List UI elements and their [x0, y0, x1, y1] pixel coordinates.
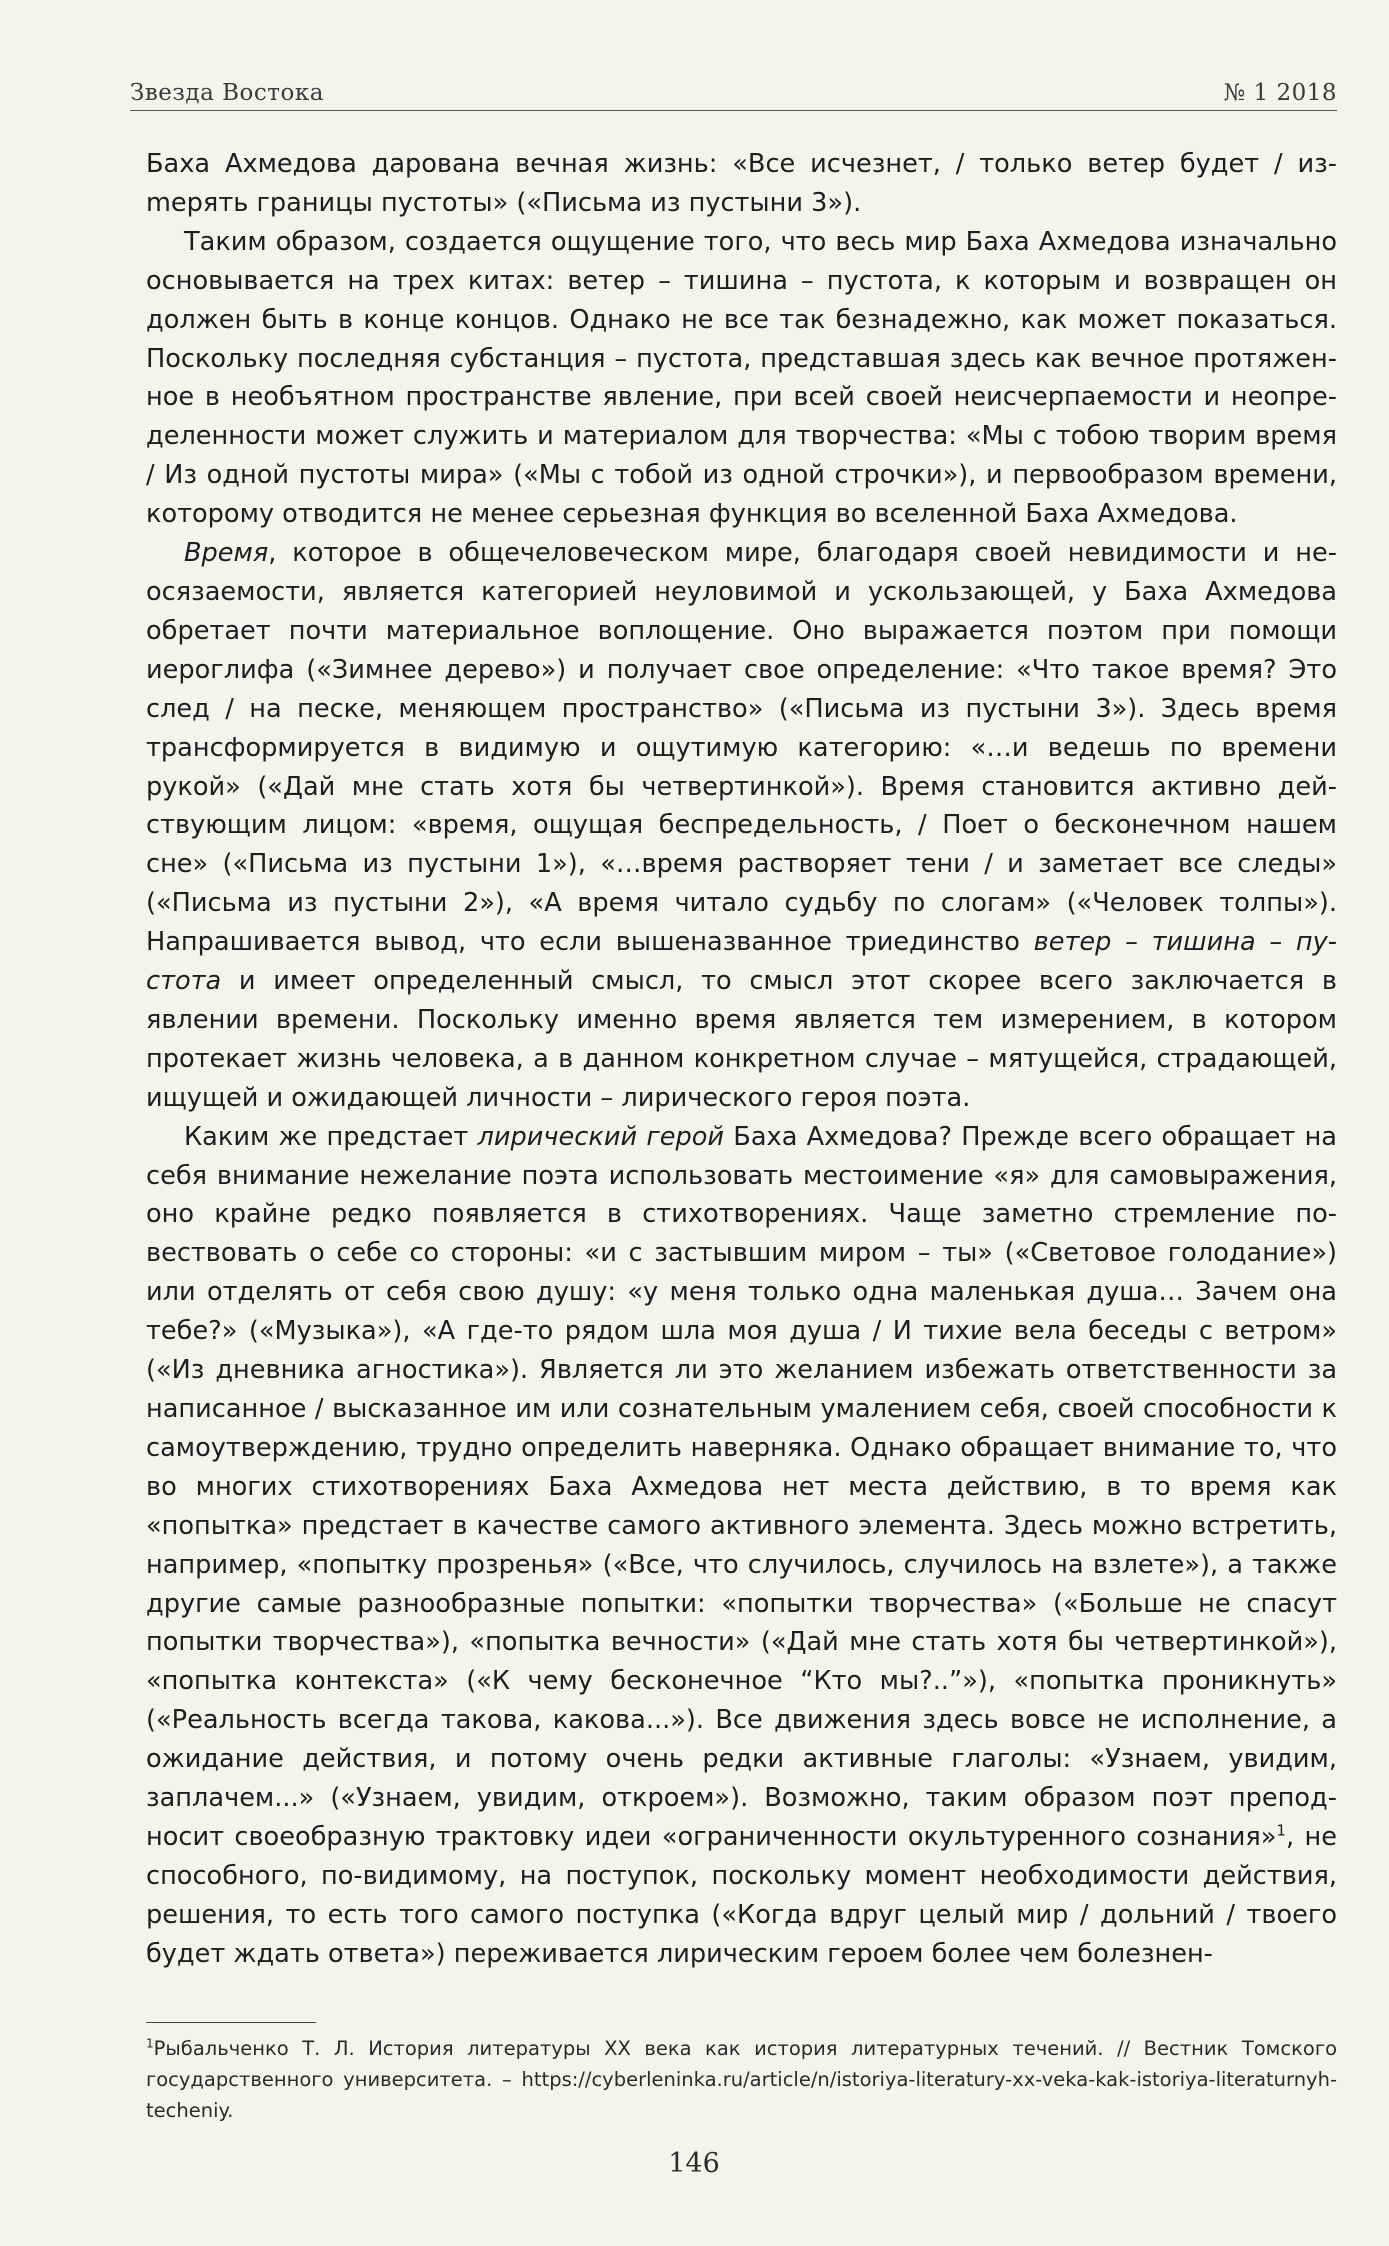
- issue-number: № 1 2018: [1223, 80, 1337, 106]
- footnote-ref: 1: [1276, 1821, 1286, 1840]
- paragraph-3: [146, 534, 1337, 1118]
- text-run: Баха Ахмедова? Прежде всего обращает на себя внимание нежелание поэта использовать местоимение «я» для самовыражения, оно крайне редко появляется в стихотворениях. Чаще заметно стремление повествовать о себе со стороны: «и с застывшим миром – ты» («Световое голодание») или отделять от себя свою душу: «у меня только одна маленькая душа… Зачем она тебе?» («Музыка»), «А где-то рядом шла моя душа / И тихие вела беседы с ветром» («Из дневника агностика»). Является ли это желанием избежать ответственности за написанное / высказанное им или сознательным умалением себя, своей способности к самоутверждению, трудно определить наверняка. Однако обращает внимание то, что во многих стихотворениях Баха Ахмедова нет места действию, в то время как «попытка» предстает в качестве самого активного элемента. Здесь можно встретить, например, «попытку прозренья» («Все, что случилось, случилось на взлете»), а также другие самые разнообразные попытки: «попытки творчества» («Больше не спасут попытки творчества»), «попытка вечности» («Дай мне стать хотя бы четвертинкой»), «попытка контекста» («К чему бесконечное “Кто мы?..”»), «попытка проникнуть» («Реальность всегда такова, какова...»). Все движения здесь вовсе не исполнение, а ожидание действия, и потому очень редки активные глаголы: «Узнаем, увидим, заплачем...» («Узнаем, увидим, откроем»). Возможно, таким образом поэт преподносит своеобразную трактовку идеи «ограниченности окультуренного сознания»: [146, 1121, 1337, 1852]
- running-head: [130, 74, 1337, 106]
- footnote-text: Рыбальченко Т. Л. История литературы XX века как история литературных течений. // Вестник Томского государственного университета. – https://cyberleninka.ru/article/n/istoriya-literatury-xx-veka-kak-istoriya-literaturnyh-techeniy.: [146, 2037, 1337, 2122]
- text-run: Таким образом, создается ощущение того, что весь мир Баха Ахмедова изначально основывается на трех китах: ветер – тишина – пустота, к которым и возвращен он должен быть в конце концов. Однако не все так безнадежно, как может показаться. Поскольку последняя субстанция – пустота, представшая здесь как вечное протяженное в необъятном пространстве явление, при всей своей неисчерпаемости и неопределенности может служить и материалом для творчества: «Мы с тобою творим время / Из одной пустоты мира» («Мы с тобой из одной строчки»), и первообразом времени, которому отводится не менее серьезная функция во вселенной Баха Ахмедова.: [146, 226, 1337, 530]
- text-run: Каким же предстает: [184, 1121, 478, 1152]
- text-run: и имеет определенный смысл, то смысл этот скорее всего заключается в явлении времени. Поскольку именно время является тем измерением, в котором протекает жизнь человека, а в данном конкретном случае – мятущейся, страдающей, ищущей и ожидающей личности – лирического героя поэта.: [146, 966, 1337, 1113]
- footnote: [146, 2033, 1337, 2126]
- paragraph-1: [146, 145, 1337, 223]
- footnote-rule: [146, 2022, 316, 2023]
- paragraph-4: [146, 1118, 1337, 1974]
- text-run: , не способного, по-видимому, на поступок, поскольку момент необходимости действия, решения, то есть того самого поступка («Когда вдруг целый мир / дольний / твоего будет ждать ответа») переживается лирическим героем более чем болезнен-: [146, 1821, 1337, 1969]
- paragraph-2: [146, 223, 1337, 534]
- journal-title: Звезда Востока: [130, 80, 324, 106]
- header-rule: [130, 110, 1337, 111]
- italic-run: лирический герой: [477, 1121, 725, 1152]
- text-run: , которое в общечеловеческом мире, благодаря своей невидимости и неосязаемости, является категорией неуловимой и ускользающей, у Баха Ахмедова обретает почти материальное воплощение. Оно выражается поэтом при помощи иероглифа («Зимнее дерево») и получает свое определение: «Что такое время? Это след / на песке, меняющем пространство» («Письма из пустыни 3»). Здесь время трансформируется в видимую и ощутимую категорию: «…и ведешь по времени рукой» («Дай мне стать хотя бы четвертинкой»). Время становится активно действующим лицом: «время, ощущая беспредельность, / Поет о бесконечном нашем сне» («Письма из пустыни 1»), «…время растворяет тени / и заметает все следы» («Письма из пустыни 2»), «А время читало судьбу по слогам» («Человек толпы»). Напрашивается вывод, что если вышеназванное триединство: [146, 538, 1337, 958]
- text-run: Баха Ахмедова дарована вечная жизнь: «Все исчезнет, / только ветер будет / изmерять границы пустоты» («Письма из пустыни 3»).: [146, 149, 1337, 218]
- italic-run: Время: [184, 538, 269, 569]
- article-body: [146, 145, 1337, 1974]
- italic-run: ветер – тишина – пустота: [146, 927, 1337, 997]
- footnote-marker: 1: [146, 2036, 154, 2051]
- page-number: 146: [668, 2148, 720, 2179]
